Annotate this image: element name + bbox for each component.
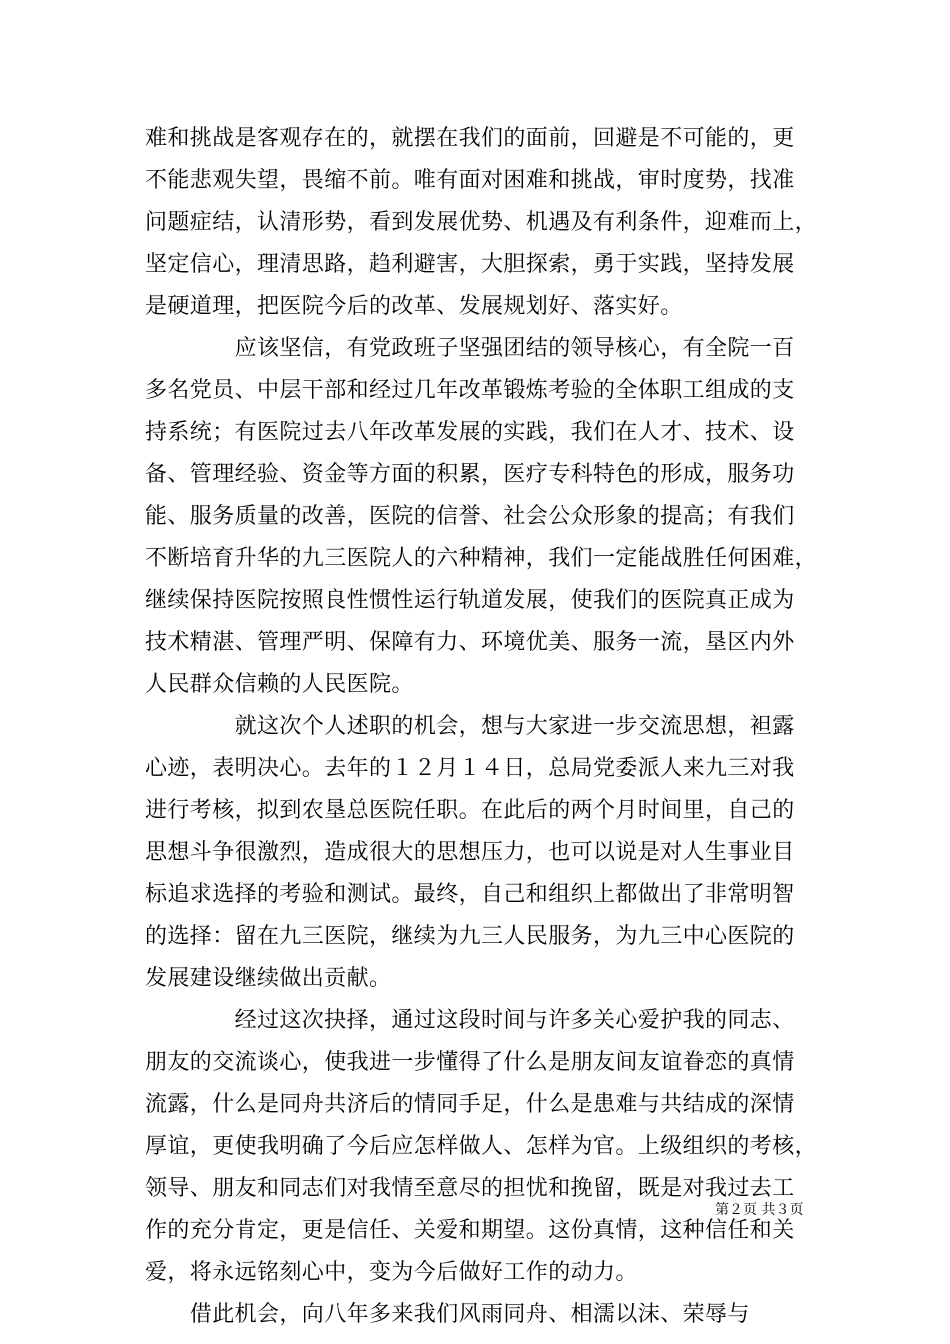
text-line: 能、服务质量的改善，医院的信誉、社会公众形象的提高；有我们 xyxy=(145,504,795,529)
text-line: 是硬道理，把医院今后的改革、发展规划好、落实好。 xyxy=(145,294,683,319)
text-line: 朋友的交流谈心，使我进一步懂得了什么是朋友间友谊眷恋的真情 xyxy=(145,1050,795,1075)
text-line: 问题症结，认清形势，看到发展优势、机遇及有利条件，迎难而上， xyxy=(145,210,818,235)
text-line: 坚定信心，理清思路，趋利避害，大胆探索，勇于实践，坚持发展 xyxy=(145,252,795,277)
text-line: 持系统；有医院过去八年改革发展的实践，我们在人才、技术、设 xyxy=(145,420,795,445)
body-text xyxy=(145,118,825,1336)
text-line: 进行考核，拟到农垦总医院任职。在此后的两个月时间里，自己的 xyxy=(145,798,795,823)
text-line: 标追求选择的考验和测试。最终，自己和组织上都做出了非常明智 xyxy=(145,882,795,907)
text-line: 应该坚信，有党政班子坚强团结的领导核心，有全院一百 xyxy=(145,336,795,361)
text-line: 的选择：留在九三医院，继续为九三人民服务，为九三中心医院的 xyxy=(145,924,795,949)
text-line: 经过这次抉择，通过这段时间与许多关心爱护我的同志、 xyxy=(145,1008,795,1033)
text-line: 不能悲观失望，畏缩不前。唯有面对困难和挑战，审时度势，找准 xyxy=(145,168,795,193)
text-line: 人民群众信赖的人民医院。 xyxy=(145,672,414,697)
text-line: 技术精湛、管理严明、保障有力、环境优美、服务一流，垦区内外 xyxy=(145,630,795,655)
text-line: 多名党员、中层干部和经过几年改革锻炼考验的全体职工组成的支 xyxy=(145,378,795,403)
text-line: 借此机会，向八年多来我们风雨同舟、相濡以沫、荣辱与 xyxy=(145,1302,750,1327)
text-line: 难和挑战是客观存在的，就摆在我们的面前，回避是不可能的，更 xyxy=(145,126,795,151)
text-line: 领导、朋友和同志们对我情至意尽的担忧和挽留，既是对我过去工 xyxy=(145,1176,795,1201)
text-line: 继续保持医院按照良性惯性运行轨道发展，使我们的医院真正成为 xyxy=(145,588,795,613)
text-line: 就这次个人述职的机会，想与大家进一步交流思想，袒露 xyxy=(145,714,795,739)
text-line: 心迹，表明决心。去年的１２月１４日，总局党委派人来九三对我 xyxy=(145,756,795,781)
text-line: 发展建设继续做出贡献。 xyxy=(145,966,392,991)
text-line: 不断培育升华的九三医院人的六种精神，我们一定能战胜任何困难， xyxy=(145,546,818,571)
text-line: 备、管理经验、资金等方面的积累，医疗专科特色的形成，服务功 xyxy=(145,462,795,487)
text-line: 爱，将永远铭刻心中，变为今后做好工作的动力。 xyxy=(145,1260,638,1285)
text-line: 厚谊，更使我明确了今后应怎样做人、怎样为官。上级组织的考核， xyxy=(145,1134,818,1159)
text-line: 作的充分肯定，更是信任、关爱和期望。这份真情，这种信任和关 xyxy=(145,1218,795,1243)
page-number: 第２页 共３页 xyxy=(715,1202,804,1218)
text-line: 流露，什么是同舟共济后的情同手足，什么是患难与共结成的深情 xyxy=(145,1092,795,1117)
text-line: 思想斗争很激烈，造成很大的思想压力，也可以说是对人生事业目 xyxy=(145,840,795,865)
